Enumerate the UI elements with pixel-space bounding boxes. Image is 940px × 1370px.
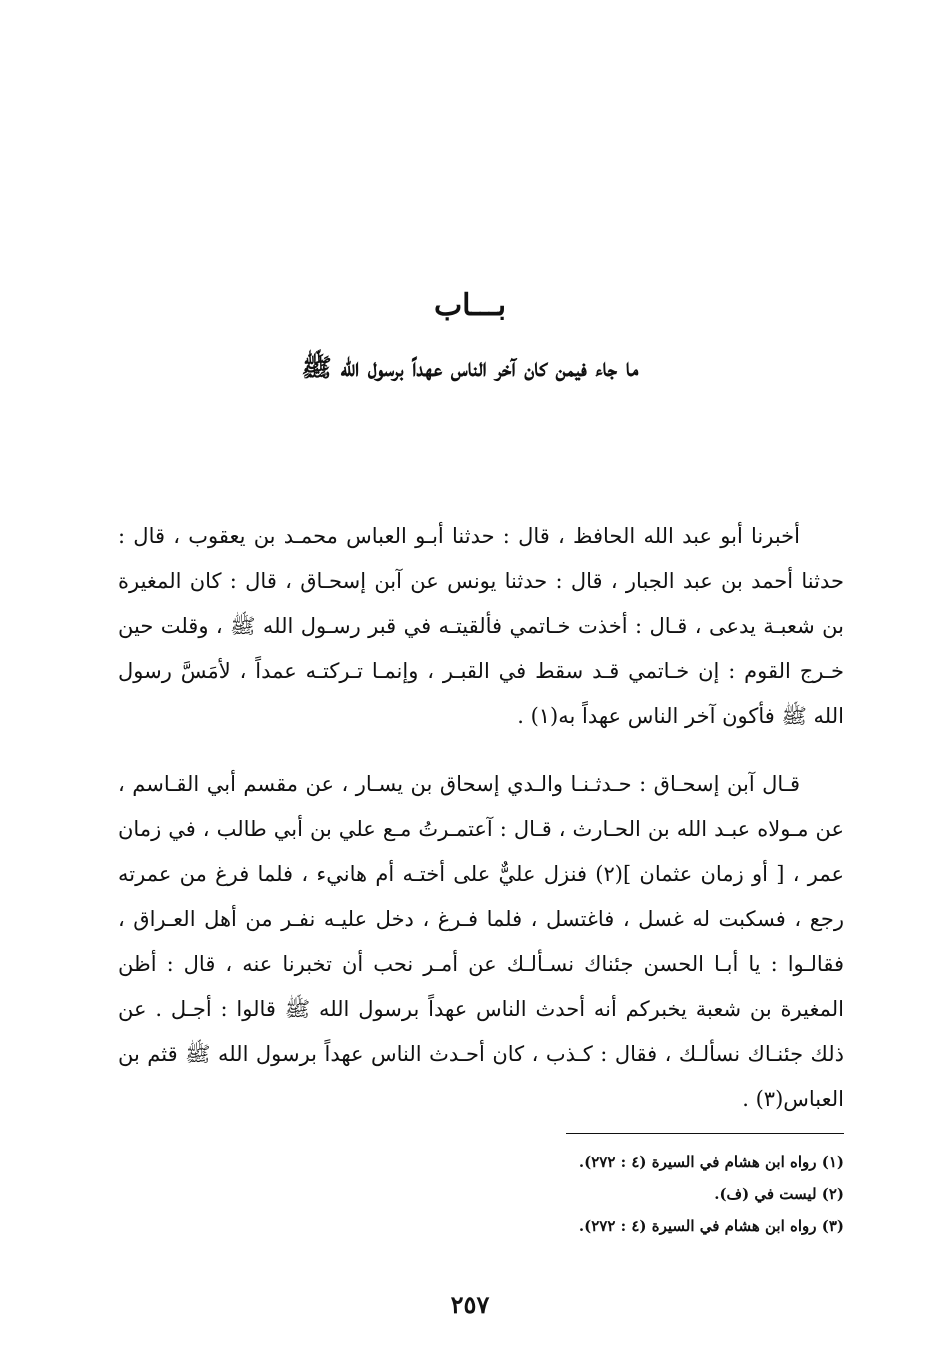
paragraph-text: قـال آبن إسحـاق : حـدثـنـا والـدي إسحاق بن يسـار ، عن مقسم أبي القـاسم ، عن مـولاه عبـد الله بن الحـارث ، قـال : آعتمـرتُ مـع علي بن أبي طالب ، في زمان عمر ، [ أو زمان عثمان ](٢) فنزل عليٌّ على أختـه أم هانيء ، فلما فرغ من عمرته رجع ، فسكبت له غسل ، فاغتسل ، فلما فـرغ ، دخل عليـه نفـر من أهل العـراق ، فقالـوا : يا أبـا الحسن جئناك نسـألـك عن أمـر نحب أن تخبرنا عنه ، قال : أظن المغيرة بن شعبة يخبركم أنه أحدث الناس عهداً برسول الله ﷺ قالوا : أجـل . عن ذلك جئنـاك نسألـك ، فقال : كـذب ، كان أحـدث الناس عهداً برسول الله ﷺ قثم بن العباس(٣) . [118, 772, 844, 1111]
paragraph-1 [118, 514, 844, 739]
page-number: ٢٥٧ [450, 1290, 490, 1319]
chapter-heading: بـــاب [433, 288, 507, 323]
footnote-1: (١) رواه ابن هشام في السيرة (٤ : ٢٧٢). [578, 1153, 844, 1171]
footnotes [380, 1146, 844, 1242]
chapter-title: ما جاء فيمن كان آخر الناس عهداً برسول الله ﷺ [301, 353, 639, 382]
paragraph-2 [118, 762, 844, 1122]
paragraph-text: أخبرنا أبو عبد الله الحافظ ، قال : حدثنا أبـو العباس محمـد بن يعقوب ، قال : حدثنا أحمد بن عبد الجبار ، قال : حدثنا يونس عن آبن إسحـاق ، قال : كان المغيرة بن شعبـة يدعى ، قـال : أخذت خـاتمي فألقيتـه في قبر رسـول الله ﷺ ، وقلت حين خـرج القوم : إن خـاتمي قـد سقط في القبـر ، وإنمـا تـركتـه عمداً ، لأمَسَّ رسول الله ﷺ فأكون آخر الناس عهداً به(١) . [118, 524, 844, 728]
footnote-divider [566, 1133, 844, 1134]
footnote-2: (٢) ليست في (ف). [714, 1185, 844, 1203]
footnote-3: (٣) رواه ابن هشام في السيرة (٤ : ٢٧٢). [578, 1217, 844, 1235]
